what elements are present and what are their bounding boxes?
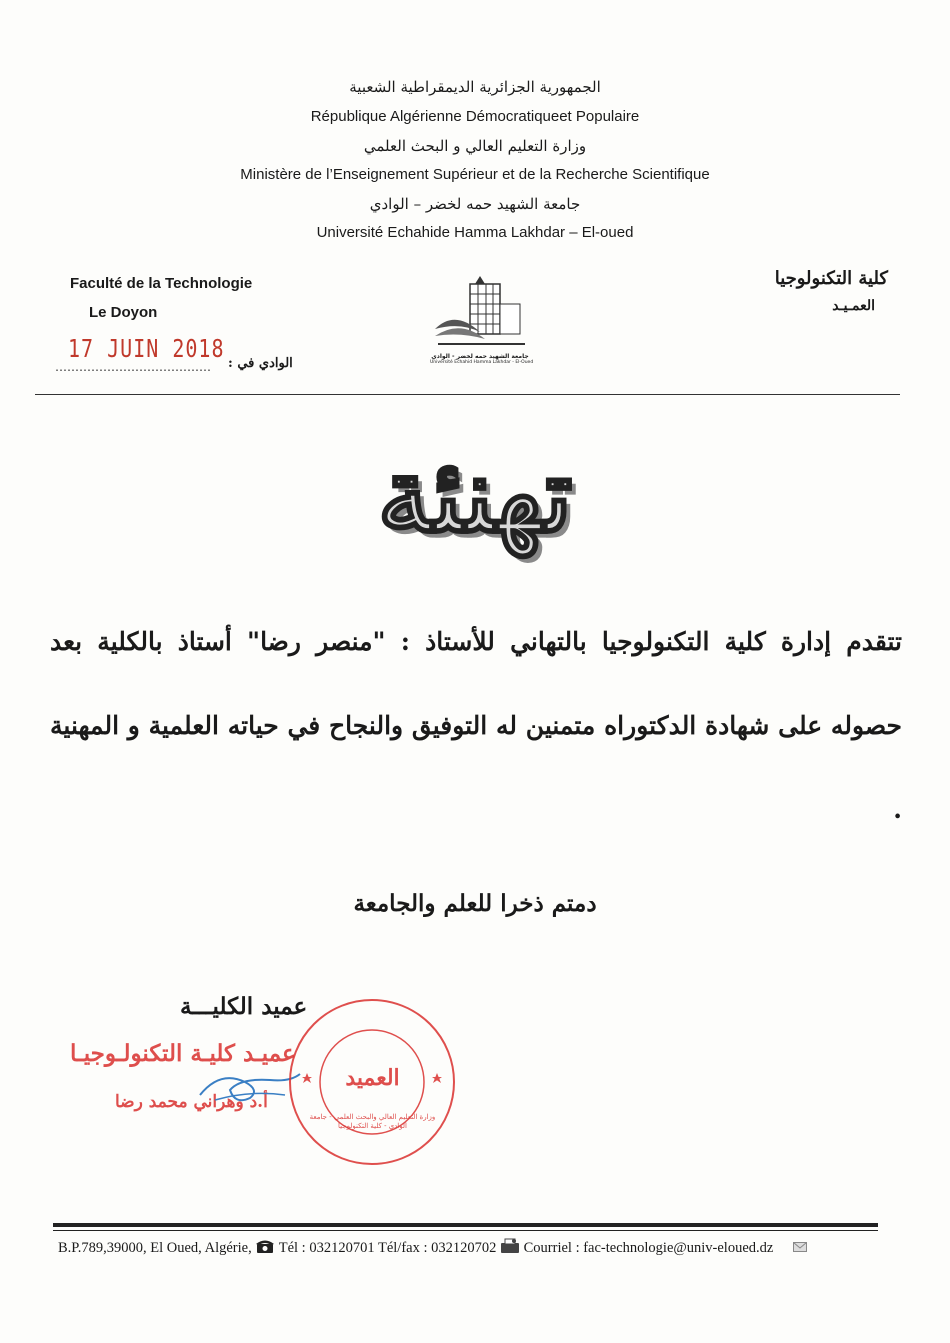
logo-caption-ar: جامعة الشهيد حمه لخضر - الوادي (431, 353, 529, 360)
university-fr: Université Echahide Hamma Lakhdar – El-oued (316, 224, 634, 241)
fax-icon (500, 1238, 520, 1259)
faculty-fr: Faculté de la Technologie (70, 275, 253, 292)
footer-rule-thin (53, 1230, 878, 1231)
footer-address: B.P.789,39000, El Oued, Algérie, (58, 1239, 252, 1256)
footer-rule-thick (53, 1223, 878, 1227)
ministry-ar: وزارة التعليم العالي و البحث العلمي (363, 137, 587, 155)
signature-title: عميد الكليـــة (180, 993, 308, 1020)
footer-email[interactable]: Courriel : fac-technologie@univ-eloued.dz (523, 1239, 774, 1256)
phone-icon (255, 1238, 275, 1259)
envelope-icon (793, 1240, 807, 1257)
date-stamp: 17 JUIN 2018 (68, 333, 225, 363)
dean-ar: العمـيـد (832, 298, 875, 314)
date-dots: ………………………………… (55, 360, 211, 374)
footer-tel: Tél : 032120701 (278, 1239, 375, 1256)
university-ar: جامعة الشهيد حمه لخضر – الوادي (369, 195, 581, 213)
footer-telfax: Tél/fax : 032120702 (377, 1239, 497, 1256)
header-divider (35, 394, 900, 395)
dean-fr: Le Doyon (89, 304, 158, 321)
official-seal (285, 995, 460, 1170)
seal-center-text: العميد (345, 1065, 400, 1091)
footer (58, 1238, 807, 1259)
faculty-ar: كلية التكنولوجيا (774, 268, 888, 289)
logo-caption-fr: Université Echahid Hamma Lakhdar - El-Oued (430, 360, 534, 365)
stamp-line-1: عميـد كليـة التكنولـوجيـا (70, 1040, 296, 1067)
ministry-fr: Ministère de l’Enseignement Supérieur et de la Recherche Scientifique (240, 166, 710, 183)
page-title: تهنئة (377, 433, 573, 556)
university-building-icon (430, 274, 530, 349)
seal-ring-text: وزارة التعليم العالي والبحث العلمي - جامعة الوادي - كلية التكنولوجيا (309, 1113, 436, 1130)
university-logo (430, 274, 534, 374)
closing-line: دمتم ذخرا للعلم والجامعة (353, 890, 597, 917)
republic-ar: الجمهورية الجزائرية الديمقراطية الشعبية (349, 78, 601, 96)
title-block (300, 425, 650, 565)
place-label: الوادي في : (228, 356, 293, 371)
body-paragraph: تتقدم إدارة كلية التكنولوجيا بالتهاني للأستاذ : "منصر رضا" أستاذ بالكلية بعد حصوله على شهادة الدكتوراه متمنين له التوفيق والنجاح في حياته العلمية و المهنية . (50, 627, 902, 824)
republic-fr: République Algérienne Démocratiqueet Populaire (310, 108, 640, 125)
stamp-line-2: أ.د وهراني محمد رضا (115, 1092, 268, 1112)
